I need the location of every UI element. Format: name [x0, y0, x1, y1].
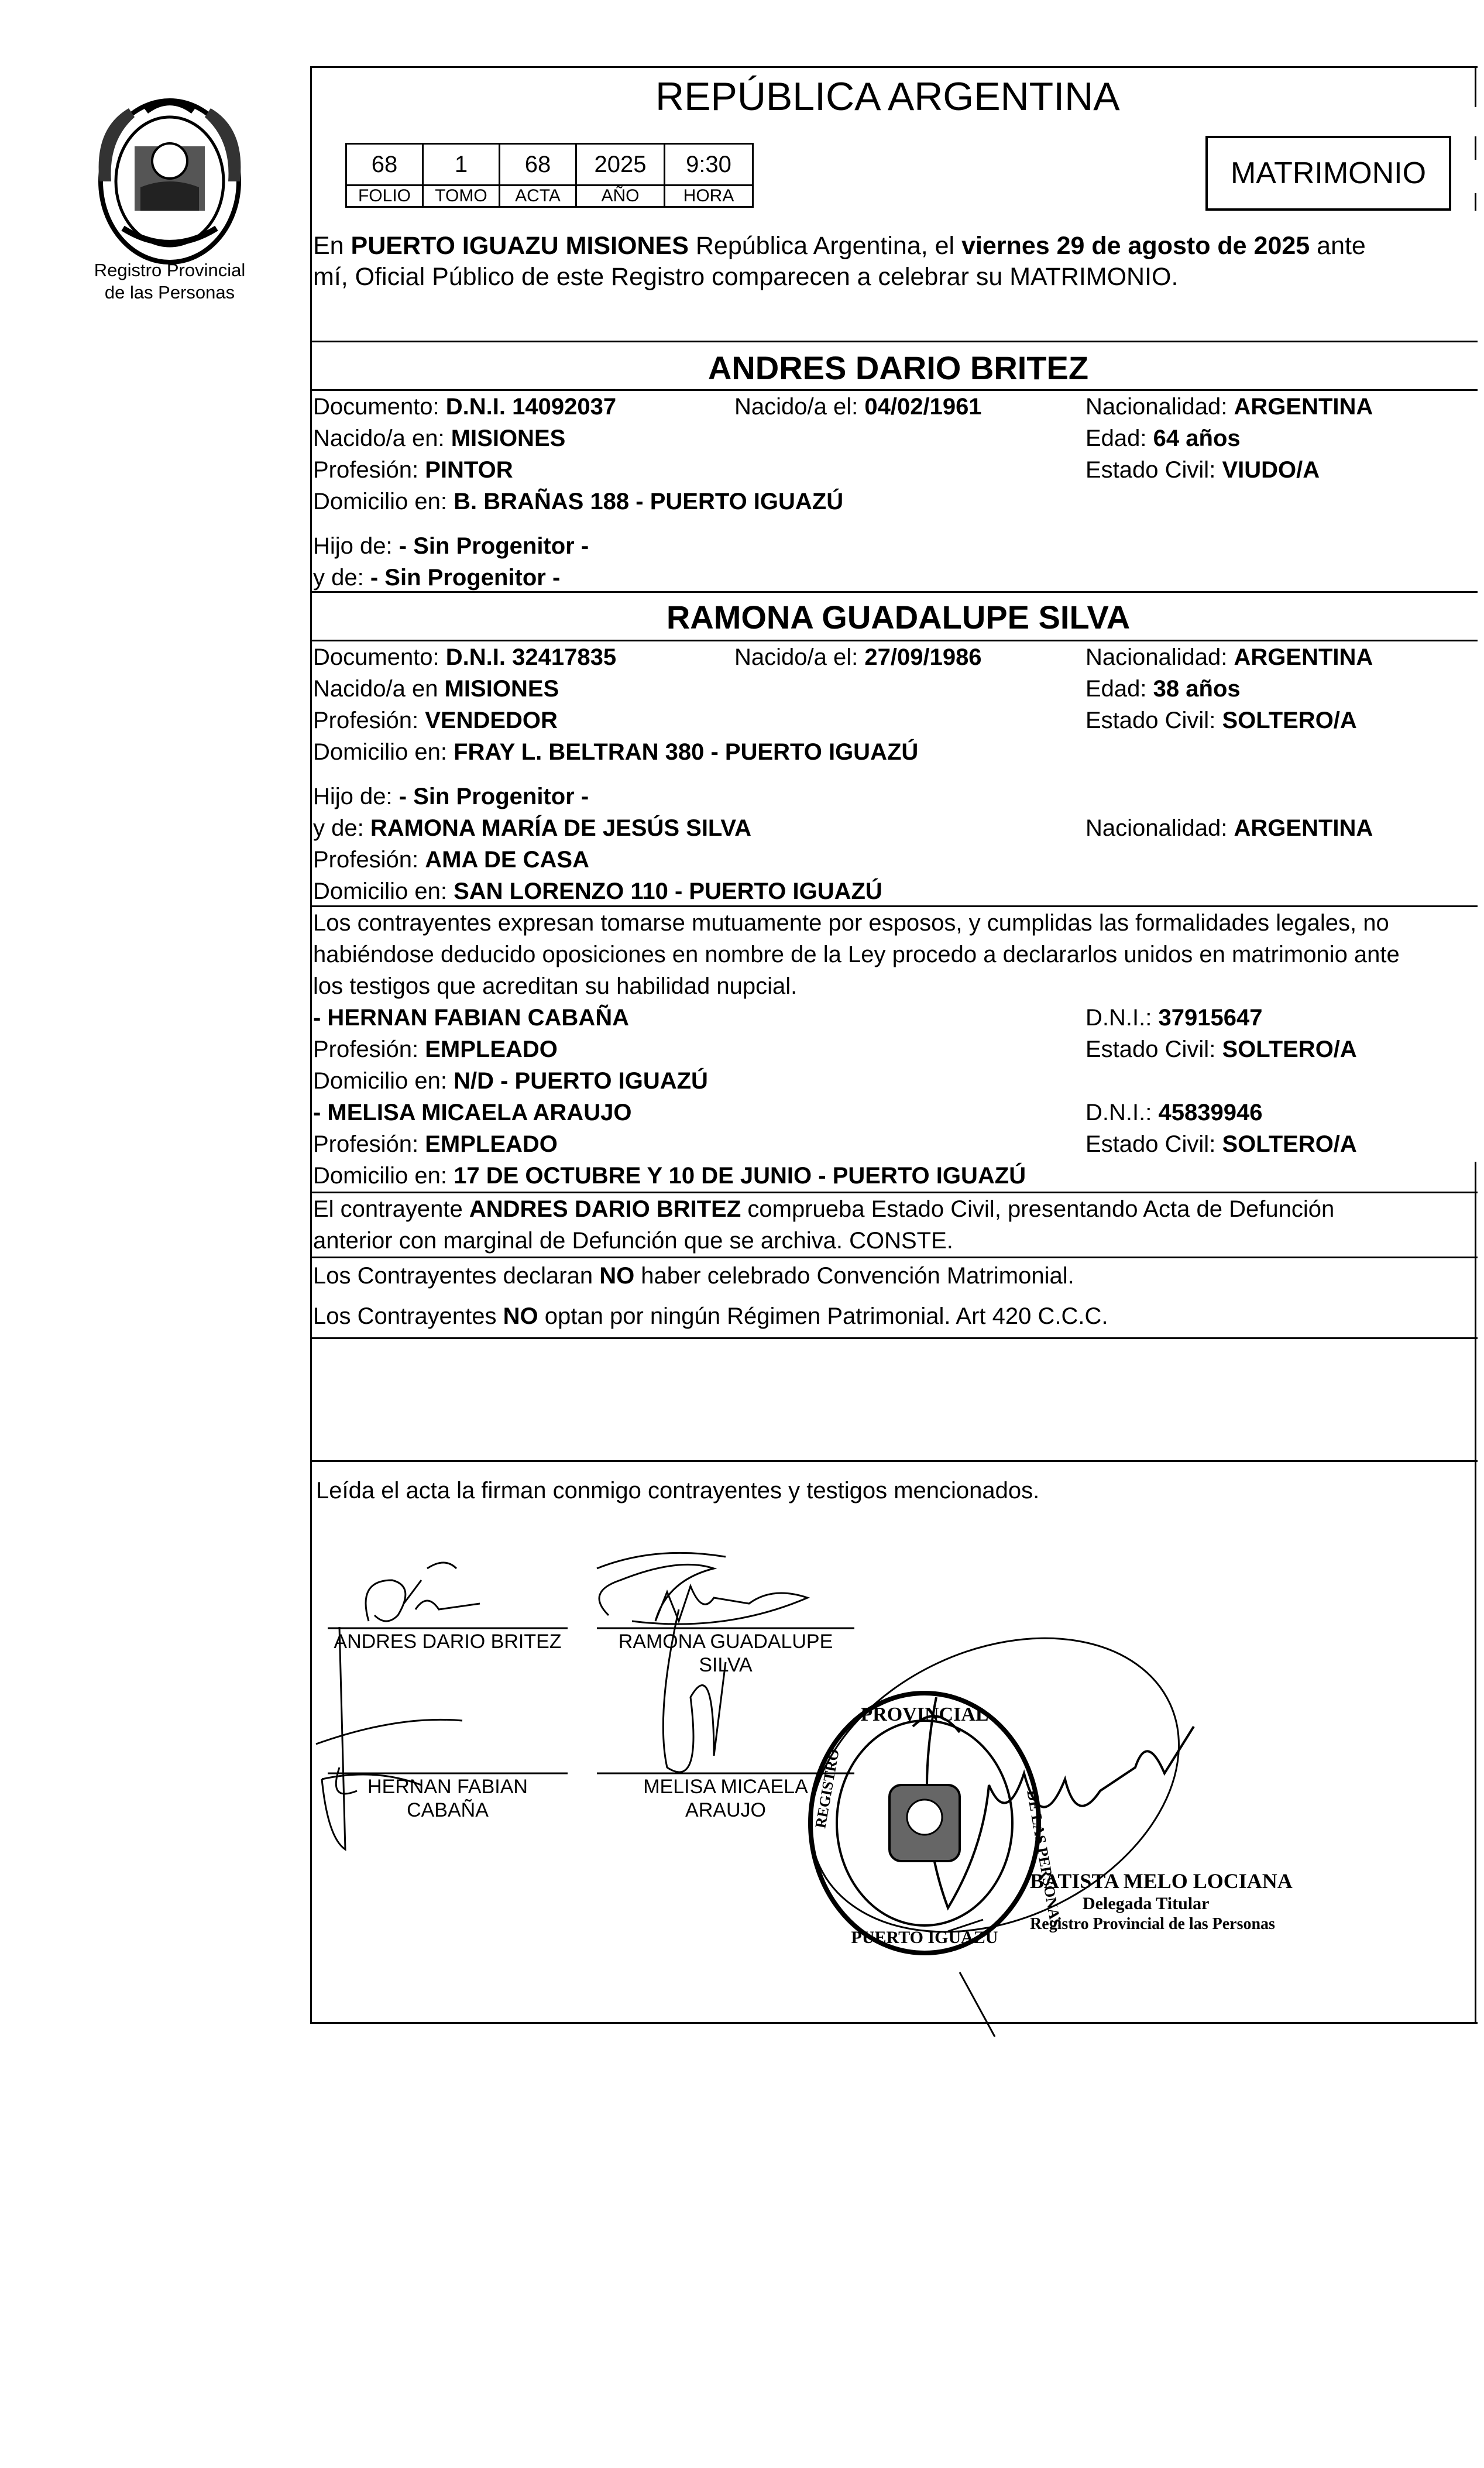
- witness1-civil-status: Estado Civil: SOLTERO/A: [1085, 1036, 1357, 1062]
- bride-signature-label-line1: RAMONA GUADALUPE: [618, 1631, 833, 1653]
- registration-table: [345, 143, 754, 208]
- witness1-address: Domicilio en: N/D - PUERTO IGUAZÚ: [313, 1068, 708, 1094]
- official-name: BATISTA MELO LOCIANA: [1030, 1869, 1293, 1893]
- witness1-profession: Profesión: EMPLEADO: [313, 1036, 558, 1062]
- svg-text:PROVINCIAL: PROVINCIAL: [860, 1704, 989, 1725]
- groom-birthdate: Nacido/a el: 04/02/1961: [734, 394, 982, 420]
- bride-father: Hijo de: - Sin Progenitor -: [313, 784, 589, 809]
- tomo-label: TOMO: [423, 186, 500, 207]
- intro-text: En: [313, 232, 351, 260]
- witness1-signature-label-line1: HERNAN FABIAN: [367, 1776, 528, 1798]
- bride-mother-profession: Profesión: AMA DE CASA: [313, 847, 589, 873]
- official-office: Registro Provincial de las Personas: [1030, 1915, 1275, 1933]
- act-type-box: MATRIMONIO: [1205, 136, 1451, 211]
- groom-mother: y de: - Sin Progenitor -: [313, 565, 561, 591]
- witness2-profession: Profesión: EMPLEADO: [313, 1131, 558, 1157]
- bride-address: Domicilio en: FRAY L. BELTRAN 380 - PUERTO IGUAZÚ: [313, 739, 919, 765]
- logo-caption-line2: de las Personas: [104, 282, 235, 303]
- witness1-signature-label-line2: CABAÑA: [407, 1799, 489, 1821]
- logo-caption-line1: Registro Provincial: [94, 260, 246, 280]
- bride-civil-status: Estado Civil: SOLTERO/A: [1085, 708, 1357, 733]
- intro-date: viernes 29 de agosto de 2025: [961, 232, 1310, 260]
- groom-document: Documento: D.N.I. 14092037: [313, 394, 617, 420]
- groom-age: Edad: 64 años: [1085, 425, 1241, 451]
- bride-mother: y de: RAMONA MARÍA DE JESÚS SILVA: [313, 815, 751, 841]
- svg-text:DE LAS PERSONAS: DE LAS PERSONAS: [1023, 1789, 1065, 1929]
- acta-label: ACTA: [500, 186, 576, 207]
- witness2-civil-status: Estado Civil: SOLTERO/A: [1085, 1131, 1357, 1157]
- official-stamp-icon: [802, 1686, 1065, 1961]
- intro-line2: mí, Oficial Público de este Registro comparecen a celebrar su MATRIMONIO.: [313, 263, 1179, 291]
- groom-signature-label: ANDRES DARIO BRITEZ: [334, 1631, 562, 1653]
- svg-text:REGISTRO: REGISTRO: [812, 1747, 843, 1830]
- witness2-address: Domicilio en: 17 DE OCTUBRE Y 10 DE JUNIO - PUERTO IGUAZÚ: [313, 1163, 1026, 1189]
- svg-text:PUERTO IGUAZU: PUERTO IGUAZU: [851, 1928, 998, 1947]
- intro-text: ante: [1310, 232, 1366, 260]
- acta-value: 68: [500, 144, 576, 186]
- logo-caption: [82, 259, 257, 304]
- declaration-line2: habiéndose deducido oposiciones en nombre de la Ley procedo a declararlos unidos en matrimonio ante: [313, 942, 1400, 967]
- intro-place: PUERTO IGUAZU MISIONES: [351, 232, 689, 260]
- civil-proof-line2: anterior con marginal de Defunción que se archiva. CONSTE.: [313, 1228, 953, 1254]
- civil-proof-line1: El contrayente ANDRES DARIO BRITEZ comprueba Estado Civil, presentando Acta de Defunción: [313, 1196, 1335, 1222]
- anio-value: 2025: [576, 144, 665, 186]
- folio-label: FOLIO: [346, 186, 423, 207]
- groom-nationality: Nacionalidad: ARGENTINA: [1085, 394, 1373, 420]
- groom-name-heading: ANDRES DARIO BRITEZ: [707, 349, 1089, 386]
- bride-signature-label-line2: SILVA: [699, 1654, 753, 1676]
- intro-text: República Argentina, el: [688, 232, 962, 260]
- hora-label: HORA: [665, 186, 753, 207]
- declaration-line3: los testigos que acreditan su habilidad nupcial.: [313, 973, 798, 999]
- province-coat-of-arms-icon: [88, 94, 252, 269]
- groom-profession: Profesión: PINTOR: [313, 457, 513, 483]
- document-title: REPÚBLICA ARGENTINA: [655, 74, 1120, 119]
- folio-value: 68: [346, 144, 423, 186]
- bride-age: Edad: 38 años: [1085, 676, 1241, 702]
- bride-nationality: Nacionalidad: ARGENTINA: [1085, 644, 1373, 670]
- witness1-dni: D.N.I.: 37915647: [1085, 1005, 1263, 1031]
- witness1-name: - HERNAN FABIAN CABAÑA: [313, 1005, 629, 1031]
- regime-line2: Los Contrayentes NO optan por ningún Régimen Patrimonial. Art 420 C.C.C.: [313, 1303, 1108, 1329]
- witness2-dni: D.N.I.: 45839946: [1085, 1100, 1263, 1125]
- witness2-name: - MELISA MICAELA ARAUJO: [313, 1100, 632, 1125]
- witness2-signature-label-line2: ARAUJO: [685, 1799, 766, 1821]
- groom-father: Hijo de: - Sin Progenitor -: [313, 533, 589, 559]
- tomo-value: 1: [423, 144, 500, 186]
- anio-label: AÑO: [576, 186, 665, 207]
- bride-birthplace: Nacido/a en MISIONES: [313, 676, 559, 702]
- official-title: Delegada Titular: [1083, 1894, 1210, 1913]
- bride-document: Documento: D.N.I. 32417835: [313, 644, 617, 670]
- groom-birthplace: Nacido/a en: MISIONES: [313, 425, 566, 451]
- hora-value: 9:30: [665, 144, 753, 186]
- bride-mother-address: Domicilio en: SAN LORENZO 110 - PUERTO IGUAZÚ: [313, 878, 882, 904]
- closing-statement: Leída el acta la firman conmigo contrayentes y testigos mencionados.: [316, 1478, 1040, 1504]
- bride-profession: Profesión: VENDEDOR: [313, 708, 558, 733]
- groom-civil-status: Estado Civil: VIUDO/A: [1085, 457, 1320, 483]
- regime-line1: Los Contrayentes declaran NO haber celebrado Convención Matrimonial.: [313, 1263, 1074, 1289]
- intro-line1: [313, 230, 1366, 262]
- bride-mother-nationality: Nacionalidad: ARGENTINA: [1085, 815, 1373, 841]
- bride-birthdate: Nacido/a el: 27/09/1986: [734, 644, 982, 670]
- bride-name-heading: RAMONA GUADALUPE SILVA: [666, 599, 1131, 636]
- declaration-line1: Los contrayentes expresan tomarse mutuamente por esposos, y cumplidas las formalidades legales, no: [313, 910, 1389, 936]
- witness2-signature-label-line1: MELISA MICAELA: [643, 1776, 808, 1798]
- groom-address: Domicilio en: B. BRAÑAS 188 - PUERTO IGUAZÚ: [313, 489, 844, 514]
